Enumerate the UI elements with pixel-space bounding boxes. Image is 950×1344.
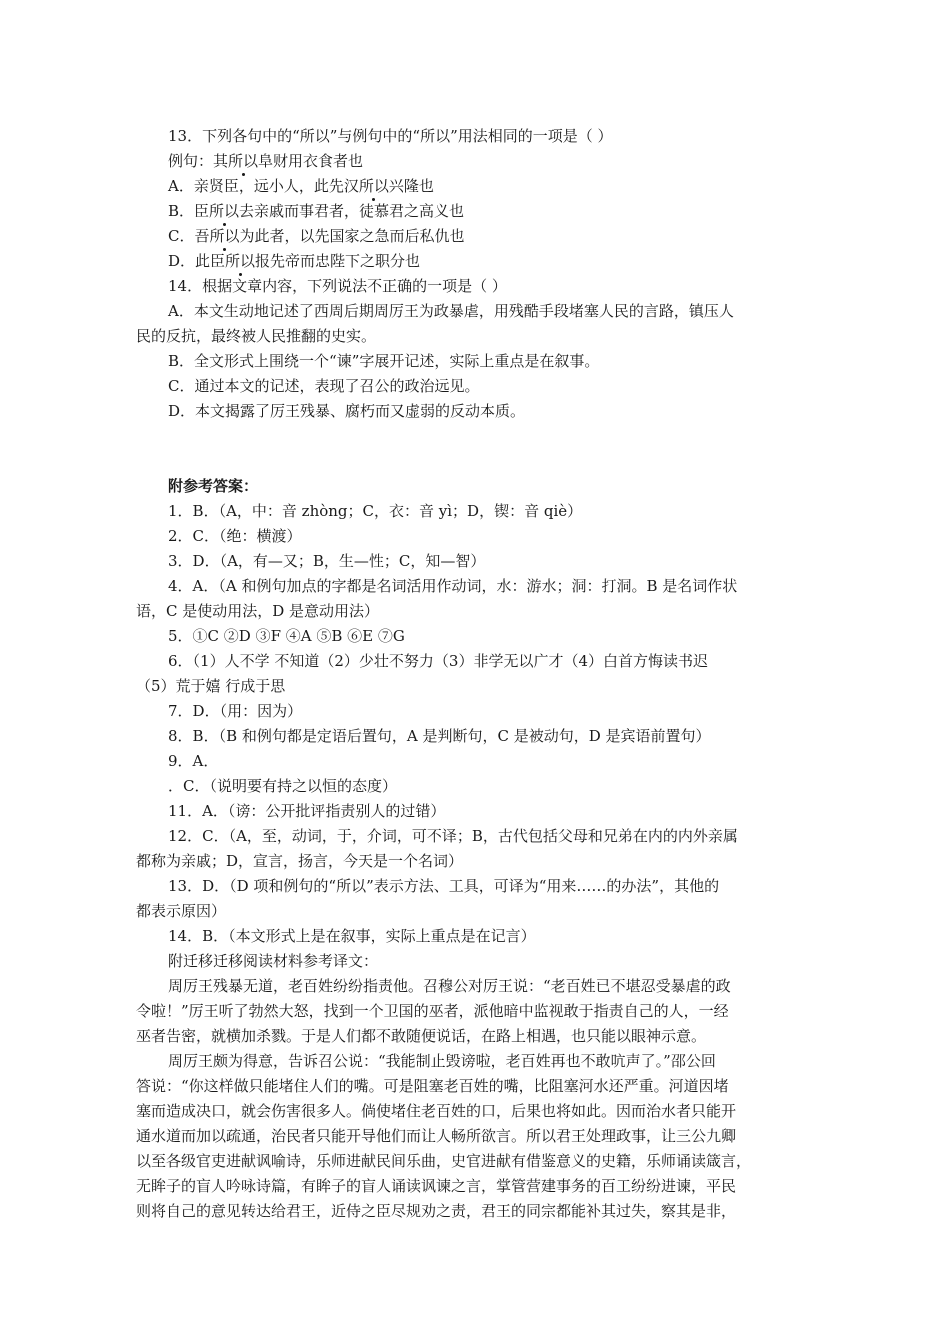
q13-stem: 13．下列各句中的“所以”与例句中的“所以”用法相同的一项是（ ） [168,127,613,145]
answer-12-cont: 都称为亲戚；D，宣言，扬言，今天是一个名词） [136,852,464,870]
emphasis-dots: 所以 [209,199,239,223]
q13-example: 例句：其所以阜财用衣食者也 [168,149,363,173]
emphasis-dots: 所以 [209,224,239,248]
answer-13: 13．D．（D 项和例句的“所以”表示方法、工具，可译为“用来……的办法”，其他的 [168,877,720,895]
q14-option-d: D．本文揭露了厉王残暴、腐朽而又虚弱的反动本质。 [168,402,526,420]
q14-option-a: A．本文生动地记述了西周后期周厉王为政暴虐，用残酷手段堵塞人民的言路，镇压人 [168,302,734,320]
translation-paragraph-2-cont: 以至各级官吏进献讽喻诗，乐师进献民间乐曲，史官进献有借鉴意义的史籍，乐师诵读箴言， [136,1152,752,1170]
translation-paragraph-1: 周厉王残暴无道，老百姓纷纷指责他。召穆公对厉王说：“老百姓已不堪忍受暴虐的政 [168,977,731,995]
answer-6: 6．（1）人不学 不知道（2）少壮不努力（3）非学无以广才（4）白首方悔读书迟 [168,652,708,670]
q13-option-c: C．吾所以为此者，以先国家之急而后私仇也 [168,224,465,248]
translation-paragraph-1-cont: 巫者告密，就横加杀戮。于是人们都不敢随便说话，在路上相遇，也只能以眼神示意。 [136,1027,707,1045]
answer-6-cont: （5）荒于嬉 行成于思 [136,677,286,695]
translation-paragraph-2-cont: 无眸子的盲人吟咏诗篇，有眸子的盲人诵读讽谏之言，掌管营建事务的百工纷纷进谏，平民 [136,1177,737,1195]
q13-option-d: D．此臣所以报先帝而忠陛下之职分也 [168,249,420,273]
translation-paragraph-2-cont: 塞而造成决口，就会伤害很多人。倘使堵住老百姓的口，后果也将如此。因而治水者只能开 [136,1102,737,1120]
answer-13-cont: 都表示原因） [136,902,227,920]
translation-paragraph-2-cont: 则将自己的意见转达给君王，近侍之臣尽规劝之责，君王的同宗都能补其过失，察其是非， [136,1202,737,1220]
translation-paragraph-2-cont: 答说：“你这样做只能堵住人们的嘴。可是阻塞老百姓的嘴，比阻塞河水还严重。河道因堵 [136,1077,729,1095]
q14-option-c: C．通过本文的记述，表现了召公的政治远见。 [168,377,480,395]
emphasis-dots: 所以 [225,249,255,273]
q13-option-b: B．臣所以去亲戚而事君者，徒慕君之高义也 [168,199,464,223]
translation-heading: 附迁移迁移阅读材料参考译文： [168,952,379,970]
answer-4: 4．A．（A 和例句加点的字都是名词活用作动词，水：游水；洞：打洞。B 是名词作状 [168,577,738,595]
answer-7: 7．D．（用：因为） [168,702,303,720]
answer-4-cont: 语，C 是使动用法，D 是意动用法） [136,602,380,620]
answer-11: 11．A．（谤：公开批评指责别人的过错） [168,802,446,820]
translation-paragraph-2-cont: 通水道而加以疏通，治民者只能开导他们而让人畅所欲言。所以君王处理政事，让三公九卿 [136,1127,737,1145]
q13-option-a: A．亲贤臣，远小人，此先汉所以兴隆也 [168,174,434,198]
answer-2: 2．C．（绝：横渡） [168,527,302,545]
answer-10: ．C．（说明要有持之以恒的态度） [168,777,397,795]
emphasis-dots: 所以 [228,149,258,173]
answer-14: 14．B．（本文形式上是在叙事，实际上重点是在记言） [168,927,536,945]
answers-heading: 附参考答案： [168,477,259,495]
emphasis-dots: 所以 [359,174,389,198]
answer-12: 12．C．（A，至，动词，于，介词，可不译；B，古代包括父母和兄弟在内的内外亲属 [168,827,738,845]
answer-5: 5．①C ②D ③F ④A ⑤B ⑥E ⑦G [168,627,405,645]
q14-option-a-cont: 民的反抗，最终被人民推翻的史实。 [136,327,377,345]
answer-8: 8．B．（B 和例句都是定语后置句，A 是判断句，C 是被动句，D 是宾语前置句） [168,727,711,745]
answer-1: 1．B．（A，中：音 zhòng；C，衣：音 yì；D，锲：音 qiè） [168,502,583,520]
translation-paragraph-2: 周厉王颇为得意，告诉召公说：“我能制止毁谤啦，老百姓再也不敢吭声了。”邵公回 [168,1052,716,1070]
answer-3: 3．D．（A，有—又；B，生—性；C，知—智） [168,552,486,570]
q14-option-b: B．全文形式上围绕一个“谏”字展开记述，实际上重点是在叙事。 [168,352,600,370]
q14-stem: 14．根据文章内容，下列说法不正确的一项是（ ） [168,277,507,295]
answer-9: 9．A． [168,752,219,770]
translation-paragraph-1-cont: 令啦！”厉王听了勃然大怒，找到一个卫国的巫者，派他暗中监视敢于指责自己的人，一经 [136,1002,729,1020]
